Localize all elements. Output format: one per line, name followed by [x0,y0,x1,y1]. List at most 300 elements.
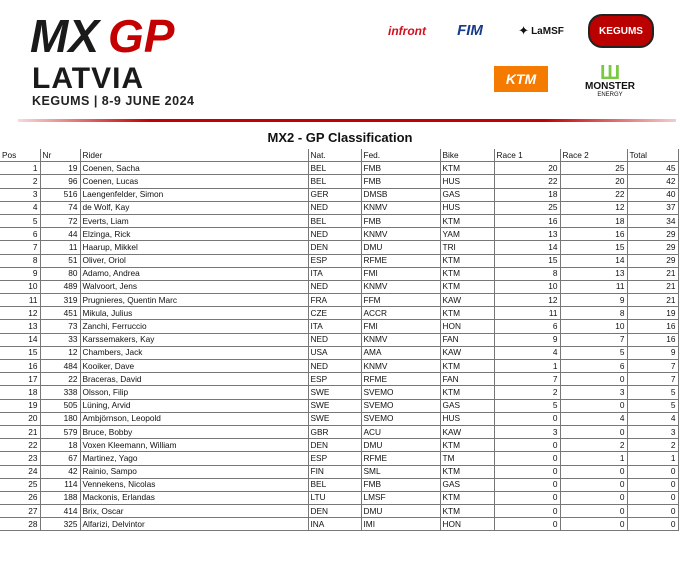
cell-pos: 13 [0,320,40,333]
table-row [0,294,678,307]
cell-nat: NED [308,228,361,241]
cell-pos: 12 [0,307,40,320]
table-row [0,439,678,452]
cell-total: 3 [627,425,678,438]
cell-race1: 6 [494,320,560,333]
cell-pos: 17 [0,373,40,386]
cell-nat: SWE [308,399,361,412]
cell-bike: KTM [440,307,494,320]
monster-energy-logo [572,62,648,100]
cell-total: 0 [627,505,678,518]
cell-pos: 18 [0,386,40,399]
cell-nat: CZE [308,307,361,320]
cell-rider: Olsson, Filip [80,386,308,399]
cell-nr: 18 [40,439,80,452]
cell-bike: HUS [440,201,494,214]
cell-pos: 5 [0,214,40,227]
cell-nat: NED [308,333,361,346]
col-header-bike: Bike [440,149,494,162]
cell-nat: BEL [308,175,361,188]
cell-race1: 4 [494,346,560,359]
cell-total: 42 [627,175,678,188]
cell-nat: DEN [308,241,361,254]
cell-nat: GBR [308,425,361,438]
cell-rider: Vennekens, Nicolas [80,478,308,491]
col-header-rider: Rider [80,149,308,162]
mxgp-logo-text: MX [30,12,99,60]
lamsf-icon: ✦ [518,23,530,38]
cell-rider: Laengenfelder, Simon [80,188,308,201]
cell-nr: 516 [40,188,80,201]
cell-race2: 0 [560,478,627,491]
table-row [0,201,678,214]
cell-total: 45 [627,162,678,175]
cell-nr: 22 [40,373,80,386]
cell-fed: FMI [361,267,440,280]
cell-bike: KTM [440,280,494,293]
cell-race1: 0 [494,505,560,518]
col-header-total: Total [627,149,678,162]
cell-nr: 114 [40,478,80,491]
cell-fed: RFME [361,373,440,386]
cell-bike: HUS [440,412,494,425]
cell-race2: 11 [560,280,627,293]
cell-fed: SVEMO [361,412,440,425]
cell-race1: 15 [494,254,560,267]
table-row [0,518,678,531]
cell-fed: SVEMO [361,399,440,412]
cell-pos: 28 [0,518,40,531]
cell-rider: Karssemakers, Kay [80,333,308,346]
cell-rider: Haarup, Mikkel [80,241,308,254]
cell-bike: KAW [440,294,494,307]
cell-nat: NED [308,201,361,214]
cell-race1: 3 [494,425,560,438]
cell-nr: 11 [40,241,80,254]
cell-fed: FMB [361,162,440,175]
cell-race2: 10 [560,320,627,333]
cell-pos: 7 [0,241,40,254]
cell-total: 7 [627,373,678,386]
cell-nat: ESP [308,373,361,386]
cell-pos: 3 [0,188,40,201]
cell-nat: INA [308,518,361,531]
cell-bike: FAN [440,333,494,346]
cell-race2: 0 [560,373,627,386]
cell-pos: 22 [0,439,40,452]
cell-race1: 12 [494,294,560,307]
cell-nr: 414 [40,505,80,518]
cell-nr: 67 [40,452,80,465]
cell-fed: KNMV [361,333,440,346]
cell-fed: IMI [361,518,440,531]
mxgp-logo-text-gp: GP [108,12,175,60]
cell-total: 29 [627,228,678,241]
cell-total: 5 [627,386,678,399]
cell-nr: 12 [40,346,80,359]
cell-nr: 72 [40,214,80,227]
cell-rider: Bruce, Bobby [80,425,308,438]
monster-text: MONSTER [585,80,635,92]
cell-rider: Ambjörnson, Leopold [80,412,308,425]
cell-nr: 325 [40,518,80,531]
cell-rider: Martinez, Yago [80,452,308,465]
cell-bike: KTM [440,214,494,227]
cell-nr: 80 [40,267,80,280]
cell-race2: 15 [560,241,627,254]
cell-race2: 9 [560,294,627,307]
col-header-race1: Race 1 [494,149,560,162]
cell-nr: 19 [40,162,80,175]
cell-race1: 20 [494,162,560,175]
cell-pos: 6 [0,228,40,241]
cell-race2: 6 [560,360,627,373]
cell-nr: 579 [40,425,80,438]
cell-rider: Braceras, David [80,373,308,386]
cell-nr: 180 [40,412,80,425]
cell-nat: ITA [308,320,361,333]
cell-fed: RFME [361,254,440,267]
col-header-nr: Nr [40,149,80,162]
event-header [0,0,680,126]
cell-race1: 22 [494,175,560,188]
cell-pos: 24 [0,465,40,478]
cell-bike: HON [440,320,494,333]
table-row [0,360,678,373]
cell-total: 0 [627,478,678,491]
cell-total: 19 [627,307,678,320]
cell-race1: 16 [494,214,560,227]
cell-fed: KNMV [361,360,440,373]
cell-bike: KTM [440,465,494,478]
cell-bike: KAW [440,346,494,359]
cell-total: 1 [627,452,678,465]
cell-nr: 489 [40,280,80,293]
table-row [0,241,678,254]
cell-nr: 44 [40,228,80,241]
cell-pos: 27 [0,505,40,518]
cell-race2: 0 [560,465,627,478]
cell-pos: 26 [0,491,40,504]
table-row [0,254,678,267]
cell-bike: KTM [440,254,494,267]
cell-nat: DEN [308,505,361,518]
cell-total: 0 [627,465,678,478]
cell-race2: 0 [560,425,627,438]
cell-fed: KNMV [361,201,440,214]
cell-nat: GER [308,188,361,201]
cell-rider: Lüning, Arvid [80,399,308,412]
table-row [0,267,678,280]
cell-nr: 338 [40,386,80,399]
cell-race1: 8 [494,267,560,280]
cell-nr: 96 [40,175,80,188]
cell-rider: Prugnieres, Quentin Marc [80,294,308,307]
cell-fed: SML [361,465,440,478]
cell-rider: Everts, Liam [80,214,308,227]
cell-race1: 5 [494,399,560,412]
cell-pos: 9 [0,267,40,280]
cell-bike: KTM [440,162,494,175]
cell-pos: 21 [0,425,40,438]
cell-rider: Alfarizi, Delvintor [80,518,308,531]
cell-nat: FRA [308,294,361,307]
table-row [0,228,678,241]
cell-fed: RFME [361,452,440,465]
cell-race2: 25 [560,162,627,175]
cell-pos: 23 [0,452,40,465]
cell-total: 29 [627,241,678,254]
cell-fed: LMSF [361,491,440,504]
cell-race1: 0 [494,439,560,452]
cell-total: 21 [627,280,678,293]
cell-pos: 4 [0,201,40,214]
cell-bike: KTM [440,360,494,373]
cell-nr: 319 [40,294,80,307]
cell-fed: FMB [361,175,440,188]
monster-claw-icon: Ш [599,61,621,84]
cell-fed: FFM [361,294,440,307]
cell-bike: GAS [440,478,494,491]
cell-total: 34 [627,214,678,227]
classification-title: MX2 - GP Classification [267,130,413,145]
cell-race2: 22 [560,188,627,201]
cell-pos: 1 [0,162,40,175]
cell-total: 2 [627,439,678,452]
table-row [0,412,678,425]
table-row [0,346,678,359]
cell-race2: 7 [560,333,627,346]
cell-bike: FAN [440,373,494,386]
cell-rider: Mikula, Julius [80,307,308,320]
cell-nat: FIN [308,465,361,478]
table-row [0,373,678,386]
cell-pos: 14 [0,333,40,346]
cell-bike: KTM [440,491,494,504]
table-row [0,399,678,412]
cell-nat: BEL [308,162,361,175]
table-row [0,175,678,188]
cell-rider: Voxen Kleemann, William [80,439,308,452]
cell-total: 40 [627,188,678,201]
cell-rider: Mackonis, Erlandas [80,491,308,504]
col-header-fed: Fed. [361,149,440,162]
cell-race1: 11 [494,307,560,320]
cell-rider: de Wolf, Kay [80,201,308,214]
cell-pos: 8 [0,254,40,267]
cell-total: 0 [627,518,678,531]
cell-race1: 25 [494,201,560,214]
cell-race2: 5 [560,346,627,359]
table-row [0,465,678,478]
table-header-row [0,149,678,162]
cell-race1: 18 [494,188,560,201]
cell-fed: FMB [361,478,440,491]
cell-race2: 0 [560,399,627,412]
cell-total: 29 [627,254,678,267]
cell-nat: NED [308,280,361,293]
cell-bike: KTM [440,386,494,399]
cell-bike: KTM [440,505,494,518]
cell-fed: AMA [361,346,440,359]
lamsf-text: LaMSF [531,25,564,37]
cell-pos: 11 [0,294,40,307]
cell-race2: 14 [560,254,627,267]
cell-nat: DEN [308,439,361,452]
cell-rider: Chambers, Jack [80,346,308,359]
event-name: LATVIA [32,62,145,95]
cell-pos: 25 [0,478,40,491]
cell-nr: 73 [40,320,80,333]
cell-nat: SWE [308,412,361,425]
cell-race2: 2 [560,439,627,452]
cell-race2: 0 [560,505,627,518]
cell-bike: YAM [440,228,494,241]
classification-table [0,149,679,531]
table-row [0,214,678,227]
col-header-pos: Pos [0,149,40,162]
cell-pos: 19 [0,399,40,412]
cell-bike: KTM [440,439,494,452]
cell-race2: 4 [560,412,627,425]
cell-rider: Rainio, Sampo [80,465,308,478]
lamsf-logo [512,20,570,42]
cell-pos: 20 [0,412,40,425]
cell-nr: 33 [40,333,80,346]
cell-rider: Brix, Oscar [80,505,308,518]
cell-bike: GAS [440,399,494,412]
cell-nr: 484 [40,360,80,373]
cell-nat: SWE [308,386,361,399]
table-row [0,478,678,491]
table-row [0,452,678,465]
cell-rider: Kooiker, Dave [80,360,308,373]
cell-race1: 1 [494,360,560,373]
table-row [0,491,678,504]
infront-logo: infront [388,24,426,38]
cell-fed: ACCR [361,307,440,320]
cell-bike: TRI [440,241,494,254]
cell-fed: SVEMO [361,386,440,399]
cell-total: 4 [627,412,678,425]
cell-total: 9 [627,346,678,359]
cell-race2: 3 [560,386,627,399]
cell-total: 16 [627,333,678,346]
cell-bike: TM [440,452,494,465]
col-header-nat: Nat. [308,149,361,162]
cell-fed: FMB [361,214,440,227]
header-divider [18,119,676,122]
cell-nat: USA [308,346,361,359]
cell-race1: 9 [494,333,560,346]
cell-race1: 0 [494,491,560,504]
cell-race1: 7 [494,373,560,386]
monster-sub-text: ENERGY [597,91,623,98]
cell-nat: LTU [308,491,361,504]
cell-nat: ESP [308,254,361,267]
event-subtitle: KEGUMS | 8-9 JUNE 2024 [32,94,195,108]
cell-nr: 51 [40,254,80,267]
cell-race2: 0 [560,518,627,531]
fim-logo: FIM [457,21,483,39]
cell-bike: KAW [440,425,494,438]
cell-rider: Coenen, Sacha [80,162,308,175]
cell-bike: GAS [440,188,494,201]
table-row [0,386,678,399]
cell-fed: DMSB [361,188,440,201]
col-header-race2: Race 2 [560,149,627,162]
cell-race1: 13 [494,228,560,241]
cell-nr: 451 [40,307,80,320]
cell-race1: 0 [494,452,560,465]
table-row [0,505,678,518]
cell-total: 21 [627,294,678,307]
cell-fed: DMU [361,439,440,452]
cell-race1: 10 [494,280,560,293]
cell-pos: 10 [0,280,40,293]
cell-nr: 74 [40,201,80,214]
cell-rider: Elzinga, Rick [80,228,308,241]
cell-rider: Zanchi, Ferruccio [80,320,308,333]
cell-total: 21 [627,267,678,280]
cell-total: 37 [627,201,678,214]
cell-rider: Adamo, Andrea [80,267,308,280]
cell-race1: 0 [494,465,560,478]
cell-bike: HON [440,518,494,531]
mxgp-logo [30,12,220,60]
cell-total: 0 [627,491,678,504]
cell-nat: ITA [308,267,361,280]
cell-fed: KNMV [361,280,440,293]
table-row [0,162,678,175]
cell-race2: 18 [560,214,627,227]
cell-fed: DMU [361,505,440,518]
cell-race1: 14 [494,241,560,254]
cell-nr: 188 [40,491,80,504]
cell-race1: 2 [494,386,560,399]
cell-total: 16 [627,320,678,333]
cell-race2: 1 [560,452,627,465]
cell-rider: Coenen, Lucas [80,175,308,188]
cell-race2: 16 [560,228,627,241]
cell-race1: 0 [494,412,560,425]
cell-nat: BEL [308,214,361,227]
cell-nat: BEL [308,478,361,491]
table-row [0,188,678,201]
table-row [0,320,678,333]
cell-total: 7 [627,360,678,373]
cell-race1: 0 [494,518,560,531]
table-row [0,280,678,293]
cell-race2: 20 [560,175,627,188]
table-row [0,333,678,346]
cell-fed: FMI [361,320,440,333]
cell-race2: 12 [560,201,627,214]
cell-rider: Walvoort, Jens [80,280,308,293]
cell-pos: 16 [0,360,40,373]
cell-pos: 15 [0,346,40,359]
table-row [0,307,678,320]
cell-fed: ACU [361,425,440,438]
cell-race2: 13 [560,267,627,280]
cell-nr: 42 [40,465,80,478]
cell-bike: HUS [440,175,494,188]
cell-total: 5 [627,399,678,412]
cell-race2: 0 [560,491,627,504]
cell-nr: 505 [40,399,80,412]
kegums-logo: KEGUMS [588,14,654,48]
cell-rider: Oliver, Oriol [80,254,308,267]
